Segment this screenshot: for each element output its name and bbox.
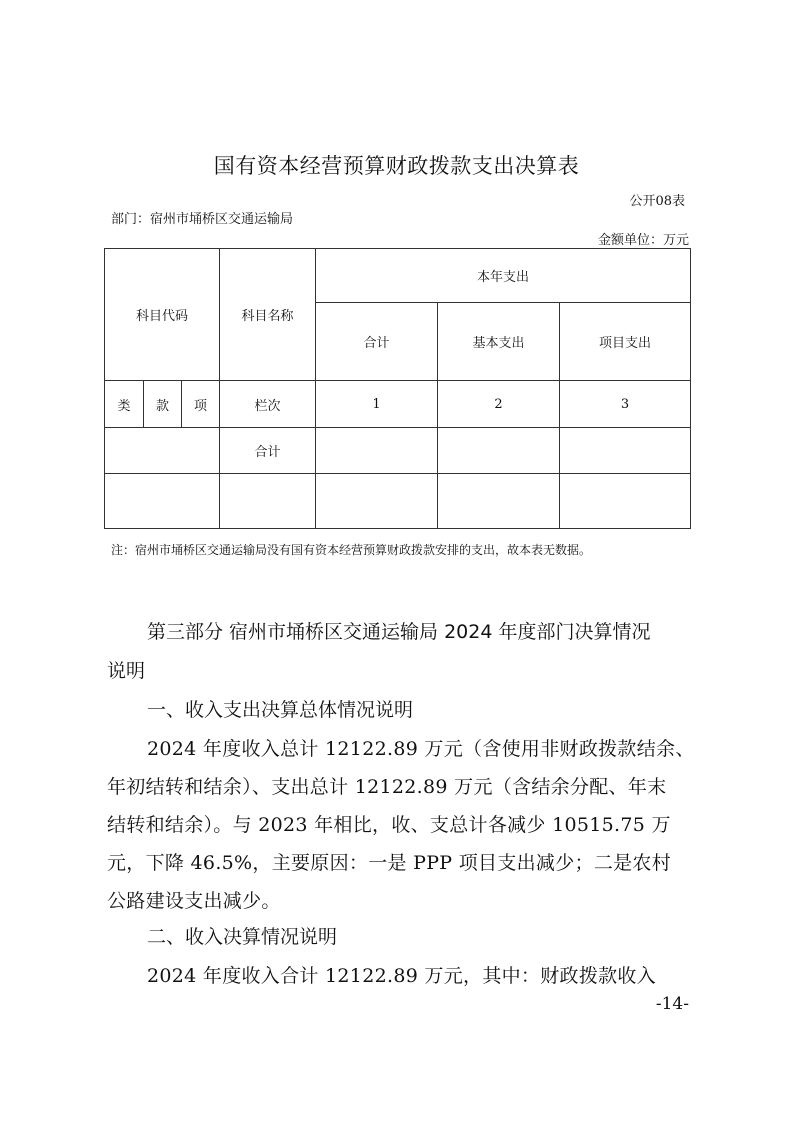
part3-heading-line1: 第三部分 宿州市埇桥区交通运输局 2024 年度部门决算情况	[147, 621, 651, 643]
cell-empty	[316, 474, 438, 529]
page-number: -14-	[655, 994, 689, 1014]
section1-line: 年初结转和结余）、支出总计 12122.89 万元（含结余分配、年末	[107, 776, 667, 798]
cell-empty	[105, 428, 220, 474]
budget-table	[104, 248, 691, 529]
section1-title: 一、收入支出决算总体情况说明	[147, 699, 414, 721]
cell-empty	[438, 474, 560, 529]
table-row-total	[105, 428, 691, 474]
section1-line: 公路建设支出减少。	[107, 890, 281, 912]
table-row-empty	[105, 474, 691, 529]
header-lei: 类	[105, 381, 144, 428]
column-number-2: 2	[438, 381, 560, 428]
cell-empty	[105, 474, 220, 529]
header-current-year-expense: 本年支出	[316, 249, 691, 303]
header-xiang: 项	[182, 381, 220, 428]
unit-label: 金额单位：万元	[597, 233, 689, 248]
header-kuan: 款	[144, 381, 182, 428]
section1-line: 元，下降 46.5%，主要原因：一是 PPP 项目支出减少；二是农村	[107, 852, 672, 874]
cell-empty	[560, 474, 691, 529]
column-number-1: 1	[316, 381, 438, 428]
table-code: 公开08表	[629, 194, 685, 209]
section1-line: 2024 年度收入总计 12122.89 万元（含使用非财政拨款结余、	[147, 738, 695, 760]
row-total-label: 合计	[220, 428, 316, 474]
cell-empty	[316, 428, 438, 474]
header-project-expense: 项目支出	[560, 303, 691, 381]
section1-line: 结转和结余）。与 2023 年相比，收、支总计各减少 10515.75 万	[107, 814, 671, 836]
header-subject-code: 科目代码	[105, 249, 220, 381]
section2-line: 2024 年度收入合计 12122.89 万元，其中：财政拨款收入	[147, 965, 657, 987]
department-label: 部门：宿州市埇桥区交通运输局	[111, 212, 294, 227]
cell-empty	[220, 474, 316, 529]
table-note: 注：宿州市埇桥区交通运输局没有国有资本经营预算财政拨款安排的支出，故本表无数据。	[111, 543, 592, 557]
table-title: 国有资本经营预算财政拨款支出决算表	[213, 154, 580, 178]
header-total: 合计	[316, 303, 438, 381]
cell-empty	[560, 428, 691, 474]
part3-heading-line2: 说明	[107, 660, 146, 682]
section2-title: 二、收入决算情况说明	[147, 926, 338, 948]
header-basic-expense: 基本支出	[438, 303, 560, 381]
cell-empty	[438, 428, 560, 474]
header-subject-name: 科目名称	[220, 249, 316, 381]
header-column-index: 栏次	[220, 381, 316, 428]
column-number-3: 3	[560, 381, 691, 428]
